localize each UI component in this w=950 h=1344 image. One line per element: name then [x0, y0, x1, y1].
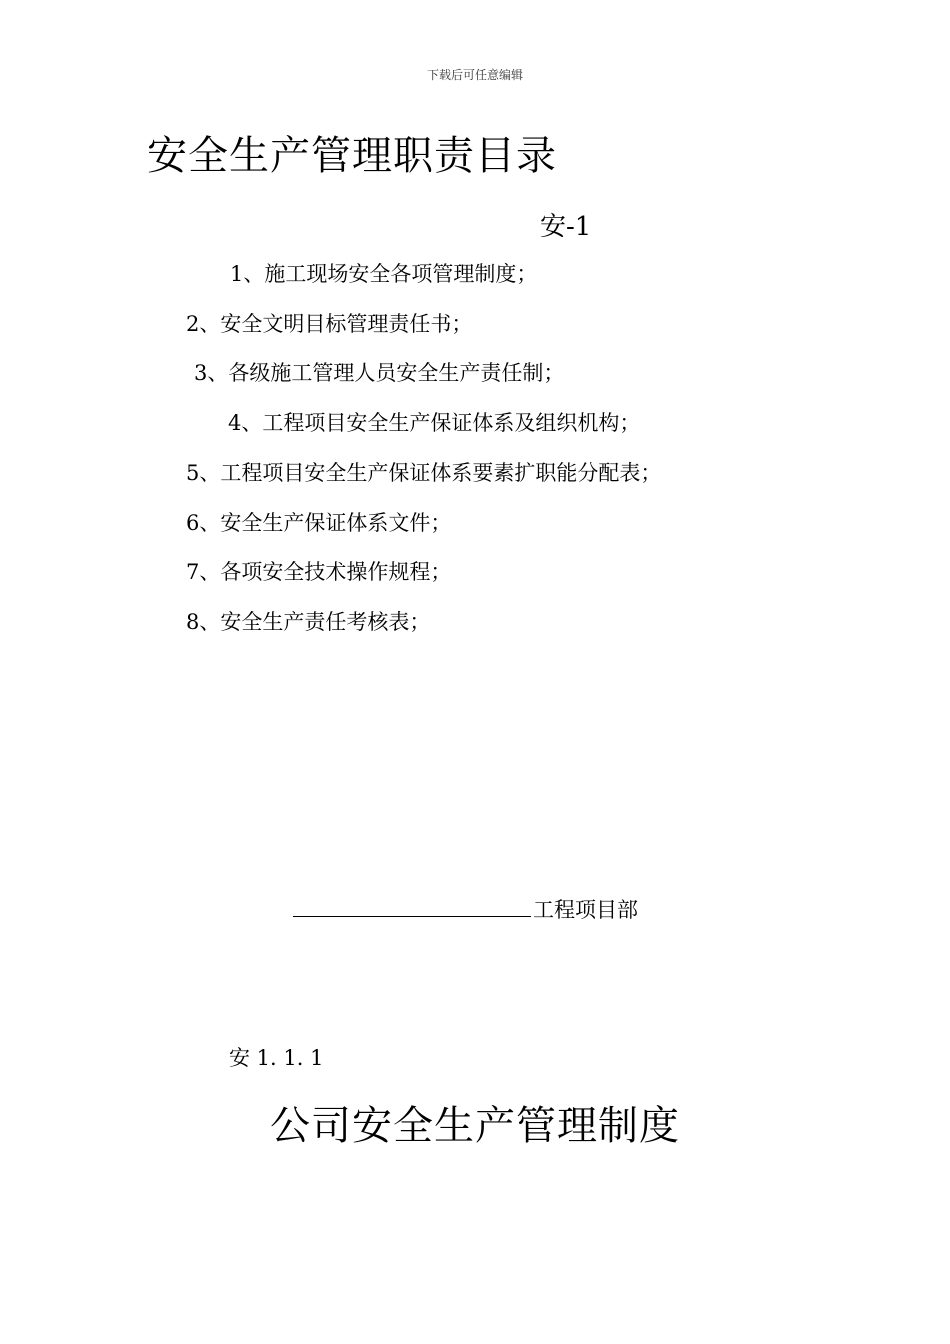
toc-item-3: 3、各级施工管理人员安全生产责任制； — [194, 361, 565, 385]
section-code: 安 1. 1. 1 — [229, 1046, 324, 1070]
toc-item-1: 1、施工现场安全各项管理制度； — [230, 262, 538, 286]
toc-item-4: 4、工程项目安全生产保证体系及组织机构； — [228, 411, 641, 435]
signature-blank — [293, 894, 531, 917]
toc-item-7: 7、各项安全技术操作规程； — [186, 560, 452, 584]
toc-item-2: 2、安全文明目标管理责任书； — [186, 312, 473, 336]
toc-item-6: 6、安全生产保证体系文件； — [186, 511, 452, 535]
header-note: 下载后可任意编辑 — [426, 68, 523, 82]
toc-item-5: 5、工程项目安全生产保证体系要素扩职能分配表； — [186, 461, 662, 485]
section-title: 公司安全生产管理制度 — [270, 1103, 680, 1149]
signature-label: 工程项目部 — [533, 898, 638, 922]
page-title: 安全生产管理职责目录 — [147, 133, 557, 179]
toc-item-8: 8、安全生产责任考核表； — [186, 610, 431, 634]
document-code: 安-1 — [540, 212, 592, 242]
signature-line — [293, 894, 638, 925]
